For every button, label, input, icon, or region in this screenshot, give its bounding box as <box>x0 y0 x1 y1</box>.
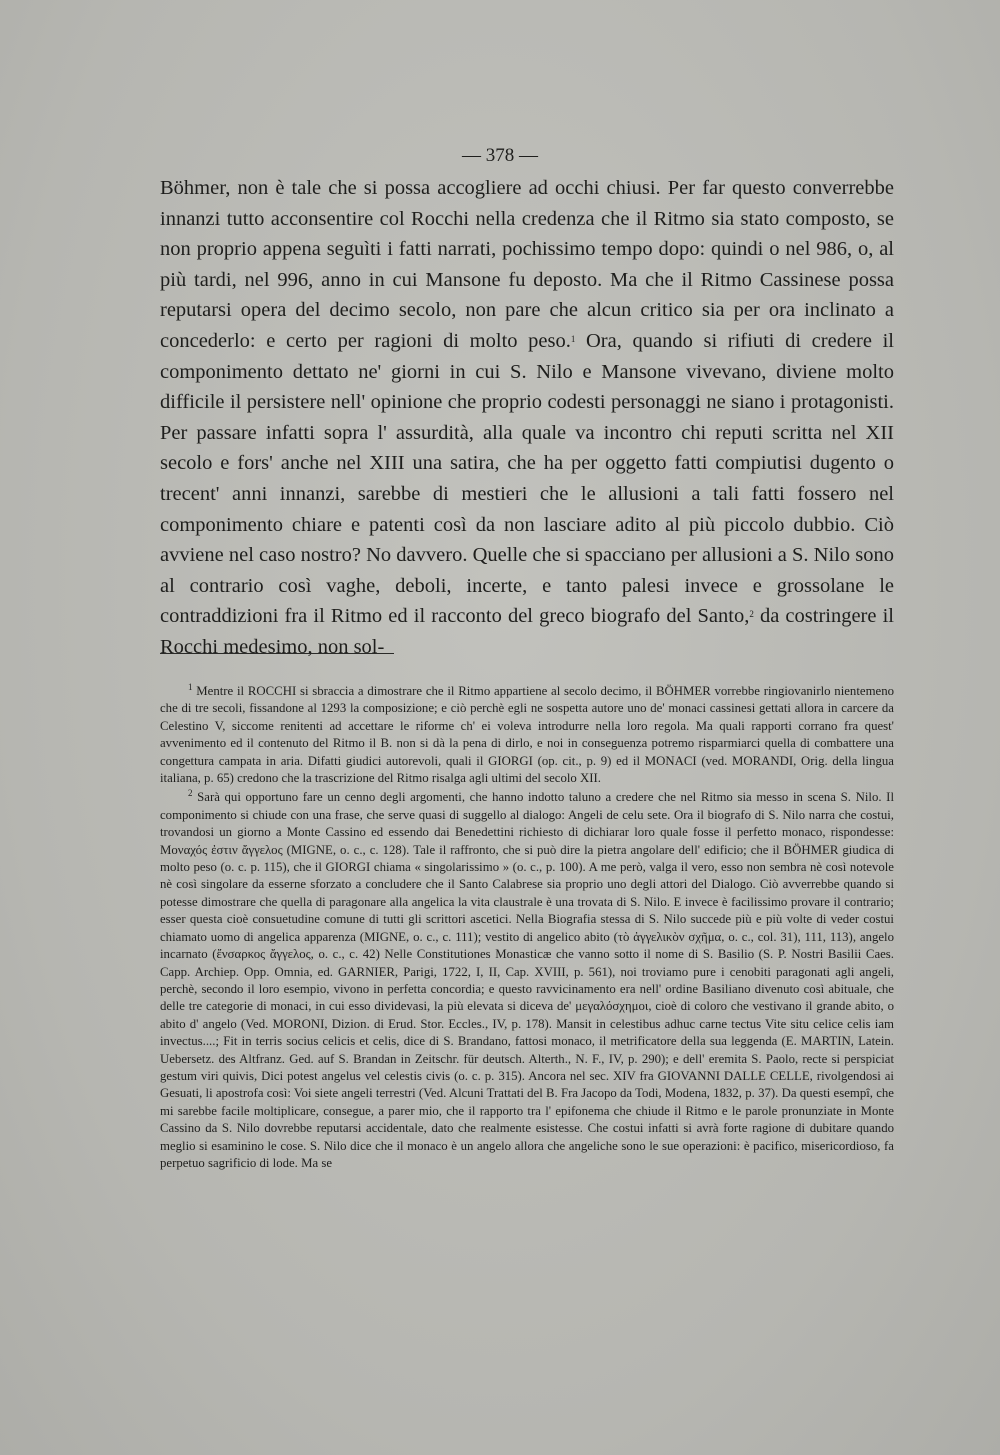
footnote-2 <box>160 789 894 1172</box>
footnote-mark: 2 <box>188 788 193 799</box>
main-text-part-1: Böhmer, non è tale che si possa accogliere ad occhi chiusi. Per far questo converrebbe innanzi tutto acconsentire col Rocchi nella credenza che il Ritmo sia stato composto, se non proprio appena seguìti i fatti narrati, pochissimo tempo dopo: quindi o nel 986, o, al più tardi, nel 996, anno in cui Mansone fu deposto. Ma che il Ritmo Cassinese possa reputarsi opera del decimo secolo, non pare che alcun critico sia per ora inclinato a concederlo: e certo per ragioni di molto peso. <box>160 177 894 352</box>
main-text-part-2: Ora, quando si rifiuti di credere il componimento dettato ne' giorni in cui S. Nilo e Mansone vivevano, diviene molto difficile il persistere nell' opinione che proprio codesti personaggi ne siano i protagonisti. Per passare infatti sopra l' assurdità, alla quale va incontro chi reputi scritta nel XII secolo e fors' anche nel XIII una satira, che ha per oggetto fatti compiutisi dugento o trecent' anni innanzi, sarebbe di mestieri che le allusioni a tali fatti fossero nel componimento chiare e patenti così da non lasciare adito al più piccolo dubbio. Ciò avviene nel caso nostro? No davvero. Quelle che si spacciano per allusioni a S. Nilo sono al contrario così vaghe, deboli, incerte, e tanto palesi invece e grossolane le contraddizioni fra il Ritmo ed il racconto del greco biografo del Santo, <box>160 329 894 628</box>
footnote-text: Mentre il ROCCHI si sbraccia a dimostrare che il Ritmo appartiene al secolo decimo, il BÖHMER vorrebbe ringiovanirlo nientemeno che di tre secoli, fissandone al 1293 la composizione; e ciò perchè egli ne sospetta autore uno de' monaci cassinesi gettati allora in carcere da Celestino V, siccome renitenti ad accettare le riforme ch' ei voleva introdurre nella loro regola. Ma quali rapporti corrano fra quest' avvenimento ed il contenuto del Ritmo il B. non si dà la pena di dirlo, e noi in conseguenza potremo risparmiarci quella di combattere una congettura campata in aria. Difatti giudici autorevoli, quali il GIORGI (op. cit., p. 9) ed il MONACI (ved. MORANDI, Orig. della lingua italiana, p. 65) credono che la trascrizione del Ritmo risalga agli ultimi del secolo XII. <box>160 684 894 786</box>
footnote-ref-2: 2 <box>749 609 754 620</box>
main-text <box>160 173 894 663</box>
footnote-divider <box>160 653 394 654</box>
footnote-ref-1: 1 <box>570 333 576 344</box>
footnote-1 <box>160 683 894 787</box>
footnotes <box>160 683 894 1174</box>
footnote-text: Sarà qui opportuno fare un cenno degli argomenti, che hanno indotto taluno a credere che nel Ritmo sia messo in scena S. Nilo. Il componimento si chiude con una frase, che serve quasi di suggello al dialogo: Angeli de celu sete. Ora il biografo di S. Nilo narra che costui, trovandosi un giorno a Monte Cassino ed essendo dai Benedettini richiesto di dichiarar loro quale fosse il perfetto monaco, rispondesse: Μοναχός ἐστιν ἄγγελος (MIGNE, o. c., c. 128). Tale il raffronto, che si può dire la pietra angolare dell' edificio; che il BÖHMER giudica di molto peso (o. c. p. 115), che il GIORGI chiama « singolarissimo » (o. c., p. 100). A me però, valga il vero, esso non sembra nè così notevole nè così singolare da esserne sforzato a concludere che il Santo Calabrese sia proprio uno degli attori del Dialogo. Ciò avverrebbe quando si potesse dimostrare che quella di paragonare alla angelica la vita claustrale è una trovata di S. Nilo. E invece è facilissimo provare il contrario; esser questa cioè consuetudine comune di tutti gli scrittori ascetici. Nella Biografia stessa di S. Nilo succede più e più volte di veder costui chiamato uomo di angelica apparenza (MIGNE, o. c., c. 111); vestito di angelico abito (τὸ ἀγγελικὸν σχῆμα, o. c., col. 31), 111, 113), angelo incarnato (ἔνσαρκος ἄγγελος, o. c., c. 42) Nelle Constitutiones Monasticæ che vanno sotto il nome di S. Basilio (S. P. Nostri Basilii Caes. Capp. Archiep. Opp. Omnia, ed. GARNIER, Parigi, 1722, I, II, Cap. XVIII, p. 561), noi troviamo pure i cenobiti paragonati agli angeli, perchè, secondo il loro esempio, vivono in perfetta concordia; e questo ravvicinamento era nell' ordine Basiliano divenuto così abituale, che delle tre categorie di monaci, in cui esso dividevasi, la più elevata si diceva de' μεγαλόσχημοι, cioè di coloro che vestivano il grande abito, o abito d' angelo (Ved. MORONI, Dizion. di Erud. Stor. Eccles., IV, p. 178). Mansit in celestibus adhuc carne tectus Vite situ celice celis iam invectus....; Fit in terris socius celicis et celis, dice di S. Brandano, fattosi monaco, il metrificatore della sua leggenda (E. MARTIN, Latein. Uebersetz. des Altfranz. Ged. auf S. Brandan in Zeitschr. für deutsch. Alterth., N. F., IV, p. 290); e dell' eremita S. Paolo, recte si perspiciat gestum viri quivis, Dici potest angelus vel celestis civis (o. c. p. 315). Ancora nel sec. XIV fra GIOVANNI DALLE CELLE, rivolgendosi ai Gesuati, li apostrofa così: Voi siete angeli terrestri (Ved. Alcuni Trattati del B. Fra Jacopo da Todi, Modena, 1832, p. 37). Da questi esempî, che mi sarebbe facile moltiplicare, consegue, a parer mio, che il rapporto tra l' epifonema che chiude il Ritmo e le parole pronunziate in Monte Cassino da S. Nilo dovrebbe reputarsi accidentale, dato che realmente esistesse. Che costui infatti si avrà forte ragione di dubitare quando meglio si esaminino le cose. S. Nilo dice che il monaco è un angelo allora che angeliche sono le sue operazioni: è pacifico, misericordioso, fa perpetuo sagrificio di lode. Ma se <box>160 790 894 1170</box>
page-number: — 378 — <box>462 145 538 166</box>
main-text-part-3: da costringere il Rocchi medesimo, non sol- <box>160 605 894 658</box>
footnote-mark: 1 <box>188 682 193 692</box>
